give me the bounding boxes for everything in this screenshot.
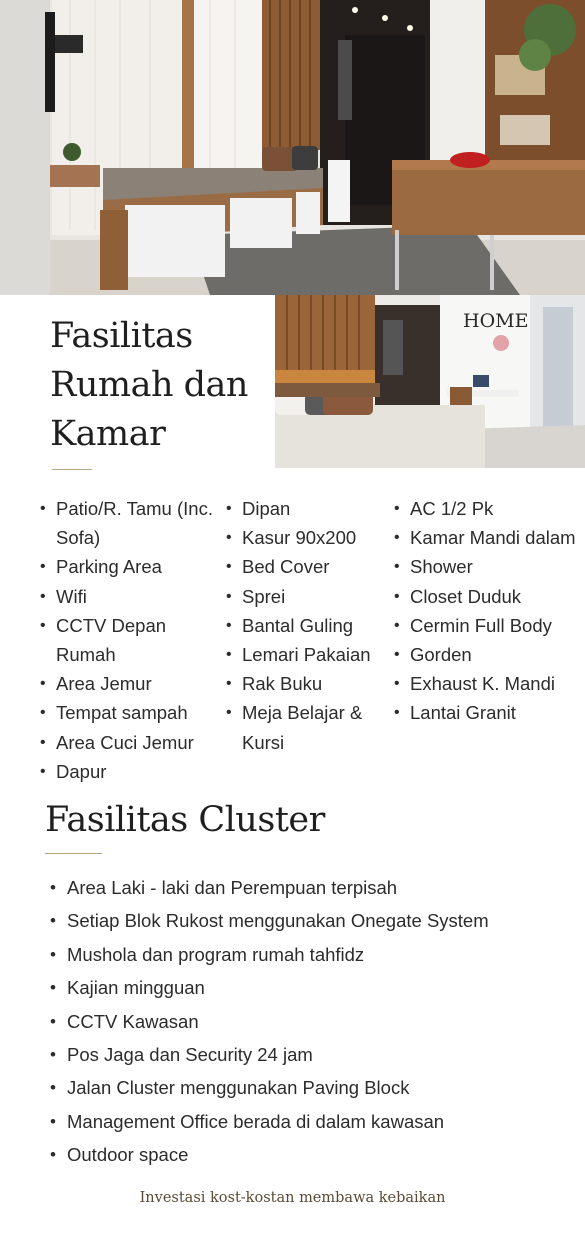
bedroom-thumbnail-photo — [275, 295, 585, 468]
list-item: • Bed Cover — [226, 552, 396, 581]
list-item: • Management Office berada di dalam kawasan — [50, 1105, 580, 1138]
list-item: • Parking Area — [40, 552, 225, 581]
list-item: • Meja Belajar & Kursi — [226, 698, 396, 756]
list-item: • Area Jemur — [40, 669, 225, 698]
list-item: • Tempat sampah — [40, 698, 225, 727]
list-item: • Bantal Guling — [226, 611, 396, 640]
bedroom-hero-photo — [0, 0, 585, 295]
list-item: • Gorden — [394, 640, 584, 669]
list-item: • Exhaust K. Mandi — [394, 669, 584, 698]
list-item: • Rak Buku — [226, 669, 396, 698]
list-item: • Sprei — [226, 582, 396, 611]
list-item: • Outdoor space — [50, 1138, 580, 1171]
list-item: • Area Cuci Jemur — [40, 728, 225, 757]
list-item: • Shower — [394, 552, 584, 581]
list-item: • Setiap Blok Rukost menggunakan Onegate System — [50, 904, 580, 937]
list-item: • Lemari Pakaian — [226, 640, 396, 669]
home-wall-text: HOME — [463, 310, 529, 332]
list-item: • Kajian mingguan — [50, 971, 580, 1004]
list-item: • CCTV Depan Rumah — [40, 611, 225, 669]
list-item: • Lantai Granit — [394, 698, 584, 727]
list-item: • Pos Jaga dan Security 24 jam — [50, 1038, 580, 1071]
title-underline — [52, 469, 92, 470]
list-item: • Jalan Cluster menggunakan Paving Block — [50, 1071, 580, 1104]
facility-list-column-1 — [40, 494, 225, 786]
list-item: • Area Laki - laki dan Perempuan terpisah — [50, 871, 580, 904]
list-item: • Wifi — [40, 582, 225, 611]
list-item: • Dapur — [40, 757, 225, 786]
list-item: • Patio/R. Tamu (Inc. Sofa) — [40, 494, 225, 552]
facility-list-column-3 — [394, 494, 584, 728]
list-item: • Mushola dan program rumah tahfidz — [50, 938, 580, 971]
section-title-cluster-facilities: Fasilitas Cluster — [45, 800, 325, 840]
list-item: • Kamar Mandi dalam — [394, 523, 584, 552]
list-item: • CCTV Kawasan — [50, 1005, 580, 1038]
cluster-facility-list — [50, 871, 580, 1172]
list-item: • Cermin Full Body — [394, 611, 584, 640]
list-item: • Closet Duduk — [394, 582, 584, 611]
facility-list-column-2 — [226, 494, 396, 757]
list-item: • Kasur 90x200 — [226, 523, 396, 552]
section-title-room-facilities: Fasilitas Rumah dan Kamar — [50, 316, 248, 454]
title-underline — [45, 853, 102, 854]
list-item: • AC 1/2 Pk — [394, 494, 584, 523]
list-item: • Dipan — [226, 494, 396, 523]
footer-tagline: Investasi kost-kostan membawa kebaikan — [139, 1190, 446, 1206]
